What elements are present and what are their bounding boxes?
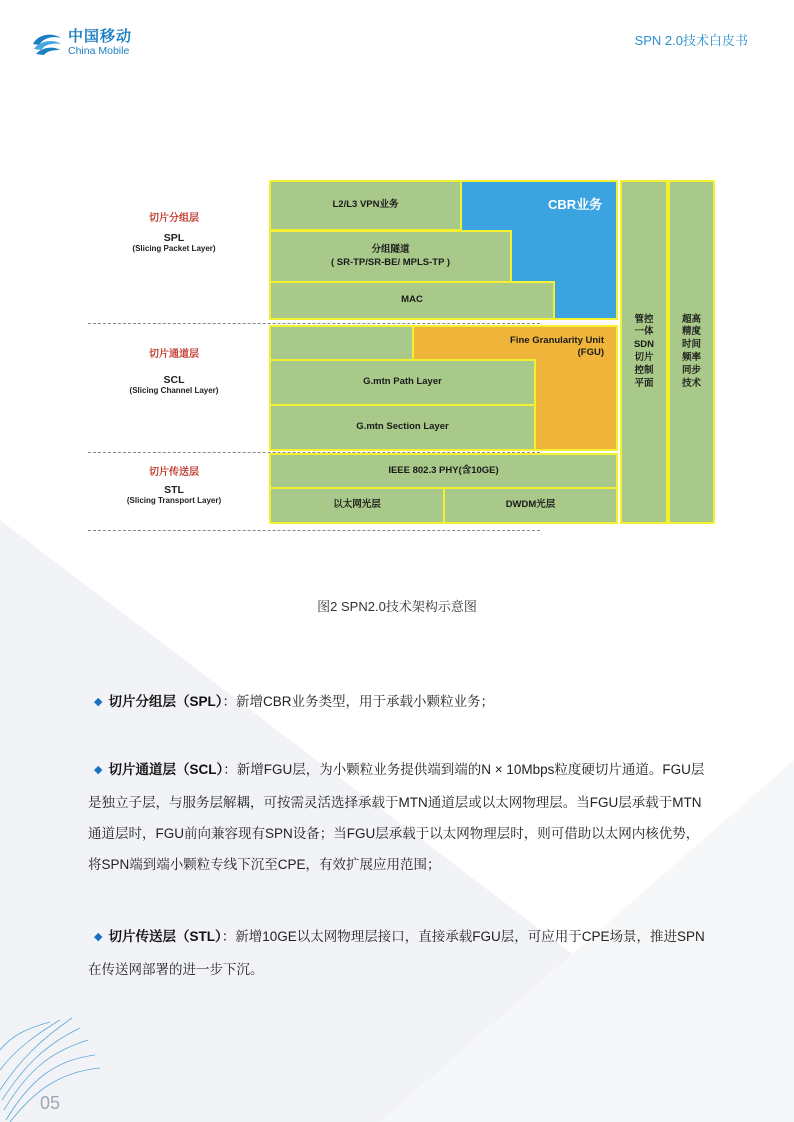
time-sync-label: 超高精度时间频率同步技术: [681, 313, 701, 389]
dwdm-optical-label: DWDM光层: [505, 499, 556, 511]
scl-top-box: [269, 325, 414, 361]
china-mobile-logo: [30, 28, 132, 58]
paragraph-spl-heading: 切片分组层（SPL）: [108, 694, 223, 709]
time-sync-box: [668, 180, 715, 524]
diamond-bullet-icon: ◆: [94, 764, 103, 776]
cbr-service-label: CBR业务: [548, 197, 603, 212]
ethernet-optical-label: 以太网光层: [333, 499, 381, 511]
layer-scl-abbr: SCL: [163, 374, 185, 386]
paragraph-stl-text: ：新增10GE以太网物理层接口，直接承载FGU层，可应用于CPE场景，推进SPN在传送网部署的进一步下沉。: [88, 929, 705, 977]
paragraph-stl: [88, 921, 708, 985]
sdn-control-plane-box: [620, 180, 668, 524]
paragraph-scl-heading: 切片通道层（SCL）: [108, 762, 224, 777]
layer-stl-abbr: STL: [164, 484, 184, 496]
document-title: SPN 2.0技术白皮书: [634, 33, 748, 48]
paragraph-scl: [88, 754, 708, 880]
layer-scl-chinese: 切片通道层: [149, 349, 199, 360]
packet-tunnel-protocols: ( SR-TP/SR-BE/ MPLS-TP ): [330, 256, 451, 268]
paragraph-spl: [88, 686, 708, 719]
diamond-bullet-icon: ◆: [94, 696, 103, 708]
separator-spl-scl: [88, 323, 540, 324]
sdn-control-plane-label: 管控一体SDN切片控制平面: [633, 313, 655, 389]
layer-label-stl: [88, 463, 260, 505]
spn-architecture-diagram: [88, 178, 718, 530]
mac-box: [269, 281, 555, 320]
layer-stl-chinese: 切片传送层: [149, 467, 199, 478]
gmtn-path-layer-box: [269, 359, 536, 406]
separator-bottom: [88, 530, 540, 531]
gmtn-path-layer-label: G.mtn Path Layer: [363, 376, 442, 388]
ieee-phy-box: [269, 453, 618, 489]
layer-label-spl: [88, 209, 260, 253]
l2l3-vpn-service-box: [269, 180, 462, 231]
packet-tunnel-box: [269, 230, 512, 283]
logo-chinese-name: 中国移动: [68, 28, 133, 46]
layer-spl-abbr: SPL: [163, 232, 185, 244]
logo-english-name: China Mobile: [68, 45, 130, 58]
china-mobile-logo-icon: [30, 28, 64, 58]
layer-stl-full: (Slicing Transport Layer): [126, 496, 222, 505]
ieee-phy-label: IEEE 802.3 PHY(含10GE): [388, 464, 499, 476]
layer-scl-full: (Slicing Channel Layer): [129, 386, 219, 395]
paragraph-spl-text: ：新增CBR业务类型，用于承载小颗粒业务；: [222, 694, 494, 709]
gmtn-section-layer-box: [269, 404, 536, 451]
fgu-label-line2: (FGU): [577, 347, 604, 359]
layer-spl-chinese: 切片分组层: [149, 213, 199, 224]
ethernet-optical-box: [269, 487, 445, 524]
diamond-bullet-icon: ◆: [94, 931, 103, 943]
packet-tunnel-label: 分组隧道: [371, 244, 410, 256]
layer-spl-full: (Slicing Packet Layer): [132, 244, 216, 253]
page-number: 05: [40, 1093, 61, 1113]
fgu-label: [478, 335, 604, 360]
paragraph-stl-heading: 切片传送层（STL）: [108, 929, 222, 944]
paragraph-scl-text: ：新增FGU层，为小颗粒业务提供端到端的N × 10Mbps粒度硬切片通道。FGU层是独立子层，与服务层解耦，可按需灵活选择承载于MTN通道层或以太网物理层。当FGU层承载于MTN通道层时，FGU前向兼容现有SPN设备；当FGU层承载于以太网物理层时，则可借助以太网内核优势，将SPN端到端小颗粒专线下沉至CPE，有效扩展应用范围；: [88, 762, 705, 872]
layer-label-scl: [88, 345, 260, 395]
mac-label: MAC: [401, 294, 423, 306]
gmtn-section-layer-label: G.mtn Section Layer: [356, 421, 449, 433]
figure-caption: 图2 SPN2.0技术架构示意图: [317, 599, 477, 614]
dwdm-optical-box: [443, 487, 618, 524]
l2l3-vpn-label: L2/L3 VPN业务: [332, 199, 399, 211]
fgu-label-line1: Fine Granularity Unit: [510, 335, 604, 346]
